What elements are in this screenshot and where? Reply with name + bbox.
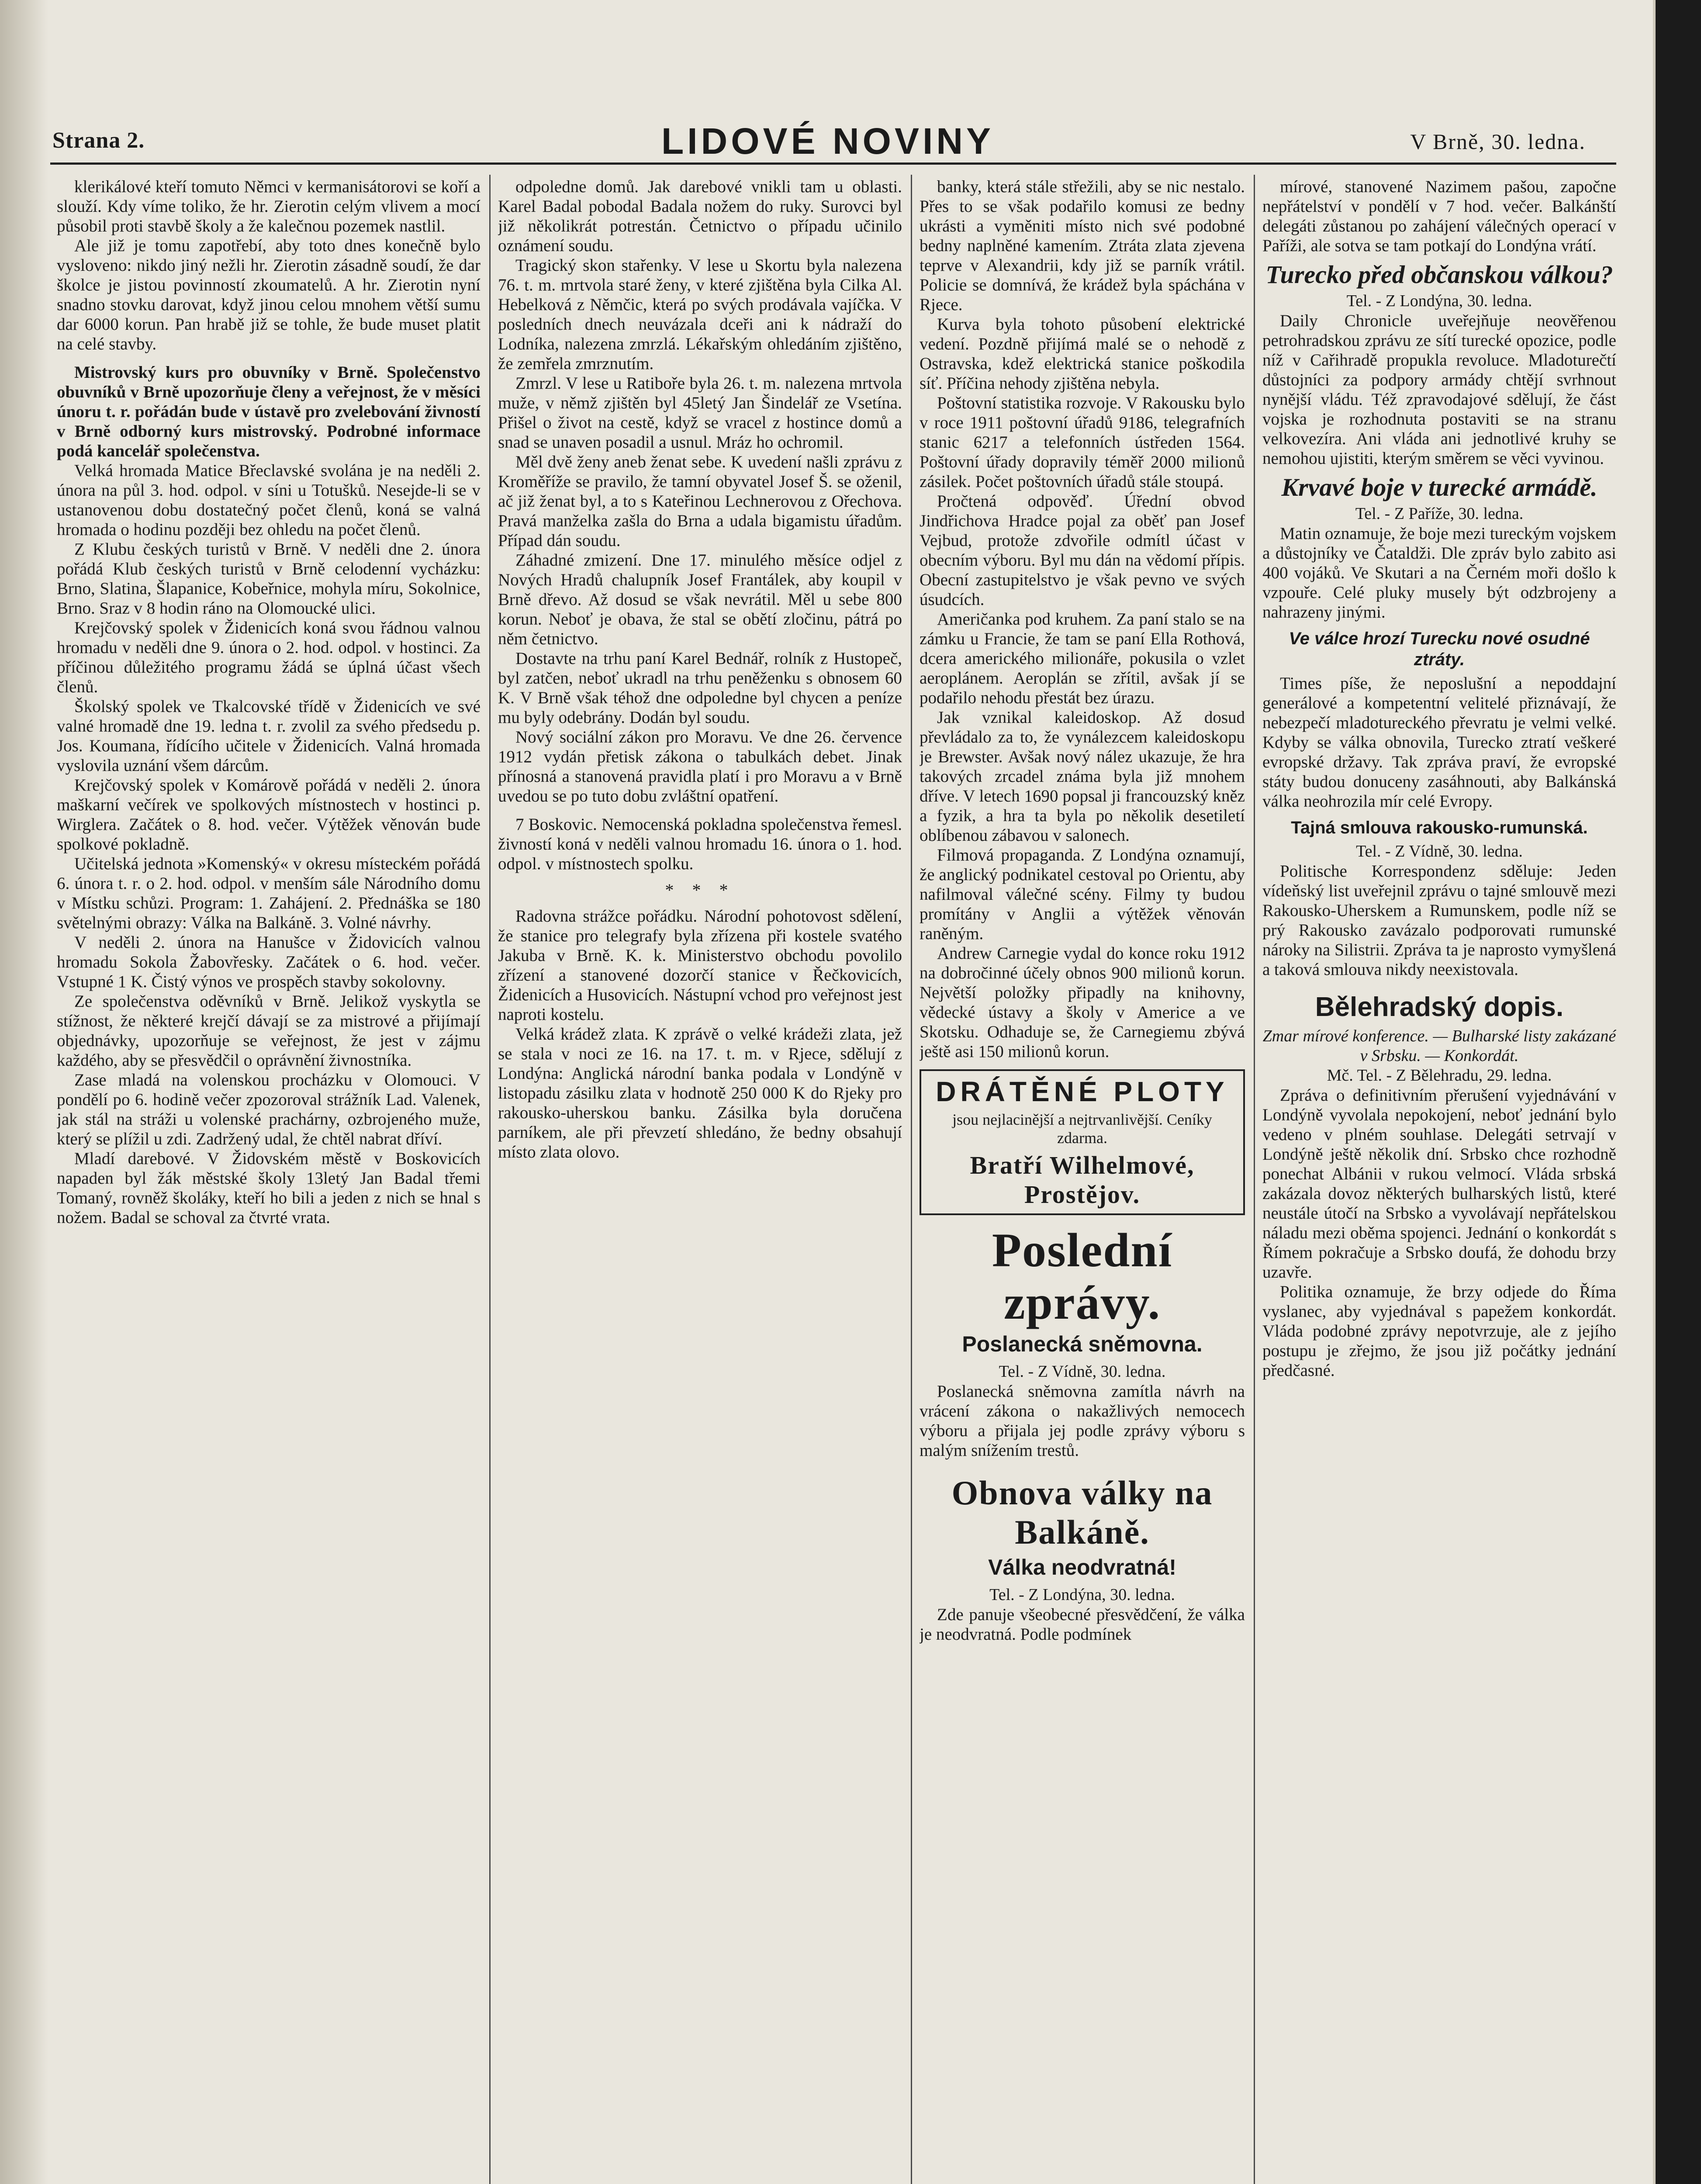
latest-news-heading: Poslední zprávy.: [992, 1223, 1173, 1329]
paragraph: Matin oznamuje, že boje mezi tureckým vojskem a důstojníky ve Čataldži. Dle zpráv bylo zabito asi 400 vojáků. Ve Skutari a na Černém moři došlo k vzpouře. Celé pluky musely být odzbrojeny a nahrazeny jinými.: [1262, 524, 1616, 622]
balkan-war-subheading: Válka neodvratná!: [988, 1555, 1176, 1579]
paragraph: Nový sociální zákon pro Moravu. Ve dne 26. července 1912 vydán přetisk zákona o tabulkách debet. Jinak přínosná a stanovená pravidla platí i pro Moravu a v Brně uvedou se po tuto dobu zvláštní opatření.: [498, 728, 902, 805]
dateline: Tel. - Z Londýna, 30. ledna.: [1346, 292, 1532, 310]
paragraph: Krejčovský spolek v Komárově pořádá v neděli 2. února maškarní večírek ve spolkových místnostech v hostinci p. Wirglera. Začátek o 8. hod. večer. Výtěžek věnován bude spolkové pokladně.: [57, 776, 481, 854]
column-divider: [1254, 175, 1255, 2184]
article-heading: Ve válce hrozí Turecku nové osudné ztráty.: [1289, 629, 1590, 669]
issue-date: V Brně, 30. ledna.: [1410, 129, 1586, 154]
paragraph: Daily Chronicle uveřejňuje neověřenou petrohradskou zprávu ze sítí turecké opozice, podle níž v Cařihradě propukla revoluce. Mladoturečtí důstojníci za podpory armády chtějí svrhnout nynější vládu. Též zpravodajové sdělují, že část vojska je rozhodnuta postaviti se na stranu velkovezíra. Ani vláda ani jednotlivé kruhy se nemohou ujistiti, kterým směrem se věci vyvinou.: [1262, 311, 1616, 468]
ad-firm: Bratří Wilhelmové, Prostějov.: [970, 1151, 1195, 1209]
paragraph: klerikálové kteří tomuto Němci v kermanisátorovi se koří a slouží. Kdy víme toliko, že hr. Zierotin celým vlivem a mocí působil proti stavbě školy a že kalečnou pozemek nastlil.: [57, 177, 481, 235]
paragraph: odpoledne domů. Jak darebové vnikli tam u oblasti. Karel Badal pobodal Badala nožem do ruky. Surovci byl již několikrát potrestán. Četnictvo o případu učinilo oznámení soudu.: [498, 177, 902, 255]
paragraph: Times píše, že neposlušní a nepoddajní generálové a kompetentní velitelé přiznávají, že nebezpečí mladotureckého převratu je velmi velké. Kdyby se válka obnovila, Turecko ztratí veškeré evropské državy. Tak zpráva praví, že evropské státy budou donuceny zasáhnouti, aby Balkánská válka neohrozila mír celé Evropy.: [1262, 674, 1616, 811]
column-divider: [911, 175, 912, 2184]
paragraph: Školský spolek ve Tkalcovské třídě v Židenicích ve své valné hromadě dne 19. ledna t. r. zvolil za svého předsedu p. Jos. Koumana, řídícího učitele v Židenicích. Valná hromada vyslovila uznání všem dárcům.: [57, 697, 481, 775]
balkan-war-heading: Obnova války na Balkáně.: [951, 1474, 1213, 1551]
dateline: Tel. - Z Vídně, 30. ledna.: [1356, 842, 1523, 860]
paragraph: Pročtená odpověď. Úřední obvod Jindřichova Hradce pojal za oběť pan Josef Vejbud, protože zdvořile odmítl účast v obecním výboru. Byl mu dán na vědomí přípis. Obecní zastupitelstvo je však pevno ve svých úsudcích.: [920, 492, 1245, 609]
page-fold-shadow: [0, 0, 48, 2184]
advertisement-wire-fences: [920, 1069, 1245, 1215]
paragraph: Zmrzl. V lese u Ratiboře byla 26. t. m. nalezena mrtvola muže, v němž zjištěn byl 45letý Jan Šindelář ze Vsetína. Přišel o život na cestě, když se vracel z hostince domů a snad se unaven posadil a usnul. Mráz ho ochromil.: [498, 374, 902, 452]
article-heading: Tajná smlouva rakousko-rumunská.: [1291, 818, 1588, 837]
paragraph: Učitelská jednota »Komenský« v okresu místeckém pořádá 6. února t. r. o 2. hod. odpol. v menším sále Národního domu v Místku schůzi. Program: 1. Zahájení. 2. Přednáška se 180 světelnými obrazy: Válka na Balkáně. 3. Volné návrhy.: [57, 854, 481, 932]
paragraph: Zde panuje všeobecné přesvědčení, že válka je neodvratná. Podle podmínek: [920, 1605, 1245, 1644]
ad-title: DRÁTĚNÉ PLOTY: [936, 1076, 1229, 1107]
paragraph: Velká hromada Matice Břeclavské svolána je na neděli 2. února na půl 3. hod. odpol. v síni u Totušků. Nesejde-li se v ustanovenou dobu dostatečný počet členů, koná se valná hromada o hodinu později bez ohledu na počet členů.: [57, 461, 481, 539]
paragraph: Záhadné zmizení. Dne 17. minulého měsíce odjel z Nových Hradů chalupník Josef Frantálek, aby koupil v Brně dřevo. Až dosud se však nevrátil. Měl u sebe 800 korun. Neboť je obava, že stal se obětí zločinu, pátrá po něm četnictvo.: [498, 551, 902, 648]
paragraph: Politische Korrespondenz sděluje: Jeden vídeňský list uveřejnil zprávu o tajné smlouvě mezi Rakousko-Uherskem a Rumunskem, podle níž se prý Rakousko zavázalo podporovati rumunské nároky na Silistrii. Zpráva ta je naprosto vymyšlená a taková smlouva nikdy neexistovala.: [1262, 862, 1616, 979]
paragraph: Ze společenstva oděvníků v Brně. Jelikož vyskytla se stížnost, že některé krejčí dávají se za mistrové a přijímají objednávky, upozorňuje se veřejnost, že jest v zájmu každého, aby se přesvědčil o oprávnění živnostníka.: [57, 992, 481, 1070]
paragraph: Mistrovský kurs pro obuvníky v Brně. Společenstvo obuvníků v Brně upozorňuje členy a veřejnost, že v měsíci únoru t. r. pořádán bude v ústavě pro zvelebování živností v Brně odborný kurs mistrovský. Podrobné informace podá kancelář společenstva.: [57, 363, 481, 460]
paragraph: mírové, stanovené Nazimem pašou, započne nepřátelství v pondělí v 7 hod. večer. Balkánští delegáti zůstanou po zahájení válečných operací v Paříži, ale sotva se tam potkají do Londýna vrátí.: [1262, 177, 1616, 255]
paragraph: Radovna strážce pořádku. Národní pohotovost sdělení, že stanice pro telegrafy byla zřízena při kostele svatého Jakuba v Brně. K. k. Ministerstvo obchodu povolilo zřízení a stanovené dozorčí stanice v Řečkovicích, Židenicích a Husovicích. Nástupní vchod pro veřejnost jest naproti kostelu.: [498, 907, 902, 1024]
paragraph: banky, která stále střežili, aby se nic nestalo. Přes to se však podařilo komusi ze bedny ukrásti a vyměniti místo nich své podobné bedny naplněné kamením. Ztráta zlata zjevena teprve v Alexandrii, kdy již se parník vrátil. Policie se domnívá, že krádež byla spáchána v Rjece.: [920, 177, 1245, 314]
dateline: Tel. - Z Vídně, 30. ledna.: [999, 1362, 1166, 1381]
column-2: [498, 177, 902, 2184]
paragraph: Dostavte na trhu paní Karel Bednář, rolník z Hustopeč, byl zatčen, neboť ukradl na trhu peněženku s obnosem 60 K. V Brně však téhož dne odpoledne byl chycen a peníze mu byly odebrány. Dodán byl soudu.: [498, 649, 902, 727]
latest-news-subheading: Poslanecká sněmovna.: [962, 1332, 1203, 1356]
article-heading: Krvavé boje v turecké armádě.: [1281, 473, 1597, 501]
ad-text: jsou nejlacinější a nejtrvanlivější. Ceníky zdarma.: [952, 1111, 1212, 1147]
paragraph: Zase mladá na volenskou procházku v Olomouci. V pondělí po 6. hodině večer zpozoroval strážník Lad. Valenek, jak stál na stráži u volenské prachárny, ozbrojeného muže, který se plížil u zdi. Zadržený udal, že chtěl nabrat dříví.: [57, 1071, 481, 1148]
paragraph: Ale již je tomu zapotřebí, aby toto dnes konečně bylo vysloveno: nikdo jiný nežli hr. Zierotin zásadně soudí, že dar školce je jistou povinností zkoumatelů. A hr. Zierotin nyní snadno stovku darovat, když jinou celou mnohem větší sumu dar 6000 korun. Pan hrabě již se tohle, že bude muset platit na celé stavby.: [57, 236, 481, 353]
column-4: [1262, 177, 1616, 2184]
paragraph: Andrew Carnegie vydal do konce roku 1912 na dobročinné účely obnos 900 milionů korun. Největší položky připadly na knihovny, vědecké ústavy a školy v Americe a ve Skotsku. Odhaduje se, že Carnegiemu zbývá ještě asi 150 milionů korun.: [920, 944, 1245, 1061]
dateline: Tel. - Z Paříže, 30. ledna.: [1355, 505, 1524, 523]
column-1: [57, 177, 481, 2184]
paragraph: 7 Boskovic. Nemocenská pokladna společenstva řemesl. živností koná v neděli valnou hromadu 16. února o 1. hod. odpol. v místnostech spolku.: [498, 815, 902, 873]
paragraph: Mladí darebové. V Židovském městě v Boskovicích napaden byl žák městské školy 13letý Jan Badal třemi Tomaný, rovněž školáky, kteří ho bili a jeden z nich se hnal s nožem. Badal se schoval za čtvrté vrata.: [57, 1149, 481, 1227]
paragraph: Filmová propaganda. Z Londýna oznamují, že anglický podnikatel cestoval po Orientu, aby nafilmoval válečné scény. Filmy ty budou promítány v Anglii a výtěžek věnován raněným.: [920, 846, 1245, 943]
paragraph: Zpráva o definitivním přerušení vyjednávání v Londýně vyvolala nepokojení, neboť jednání bylo vedeno v plném souhlase. Delegáti setrvají v Londýně ještě několik dní. Srbsko chce rozhodně ponechat Albánii v rukou velmocí. Vláda srbská zakázala dovoz některých bulharských listů, které neustále útočí na Srbsko a vyvolávají nepřátelskou náladu mezi oběma spojenci. Jednání o konkordát s Římem pokračuje a Srbsko doufá, že dohodu brzy uzavře.: [1262, 1086, 1616, 1282]
paragraph: Tragický skon stařenky. V lese u Skortu byla nalezena 76. t. m. mrtvola staré ženy, v které zjištěna byla Cilka Al. Hebelková z Němčic, která po svých prodávala vajíčka. V posledních dnech neuvázala dceři ani k nádraží do Lodníka, nalezena zmrzlá. Lékařským ohledáním zjištěno, že zemřela zmrznutím.: [498, 256, 902, 373]
dateline: Tel. - Z Londýna, 30. ledna.: [989, 1586, 1175, 1604]
paragraph: Politika oznamuje, že brzy odjede do Říma vyslanec, aby vyjednával s papežem konkordát. Vláda podobné zprávy nepotvrzuje, ale z jejího postupu je zřejmo, že jsou již počátky jednání předčasné.: [1262, 1282, 1616, 1380]
header-rule: [50, 162, 1616, 165]
paragraph: Kurva byla tohoto působení elektrické vedení. Pozdně přijímá malé se o nehodě z Ostravska, kdež elektrická stanice poškodila síť. Příčina nehody zjištěna nebyla.: [920, 315, 1245, 393]
paragraph: Poštovní statistika rozvoje. V Rakousku bylo v roce 1911 poštovní úřadů 9186, telegrafních stanic 6217 a telefonních ústředen 1564. Poštovní úřady dopravily téměř 2000 milionů zásilek. Počet poštovních úřadů stále stoupá.: [920, 394, 1245, 491]
column-divider: [489, 175, 491, 2184]
article-heading: Bělehradský dopis.: [1315, 992, 1564, 1022]
paragraph: V neděli 2. února na Hanušce v Židovicích valnou hromadu Sokola Žabovřesky. Začátek o 6. hod. večer. Vstupné 1 K. Čistý výnos ve prospěch stavby sokolovny.: [57, 933, 481, 991]
paragraph: Poslanecká sněmovna zamítla návrh na vrácení zákona o nakažlivých nemocech výboru a přijala jej podle zprávy výboru s malým snížením trestů.: [920, 1382, 1245, 1460]
paragraph: Z Klubu českých turistů v Brně. V neděli dne 2. února pořádá Klub českých turistů v Brně celodenní vycházku: Brno, Slatina, Šlapanice, Kobeřnice, mohyla míru, Sokolnice, Brno. Sraz v 8 hodin ráno na Olomoucké ulici.: [57, 540, 481, 618]
paragraph: Američanka pod kruhem. Za paní stalo se na zámku u Francie, že tam se paní Ella Rothová, dcera amerického milionáře, pokusila o vzlet aeroplánem. Aeroplán se zřítil, avšak jí se podařilo nehodu přestát bez úrazu.: [920, 610, 1245, 707]
paragraph: Měl dvě ženy aneb ženat sebe. K uvedení našli zprávu z Kroměříže se pravilo, že tamní obyvatel Josef Š. se oženil, ač již ženat byl, a to s Kateřinou Lechnerovou z Ořechova. Pravá manželka zašla do Brna a udala bigamistu úřadům. Případ dán soudu.: [498, 453, 902, 550]
scan-edge: [1656, 0, 1701, 2184]
article-subheading: Zmar mírové konference. — Bulharské listy zakázané v Srbsku. — Konkordát.: [1262, 1027, 1616, 1065]
masthead-title: LIDOVÉ NOVINY: [661, 121, 995, 162]
dateline: Mč. Tel. - Z Bělehradu, 29. ledna.: [1327, 1066, 1552, 1085]
column-3: [920, 177, 1245, 2184]
paragraph: Krejčovský spolek v Židenicích koná svou řádnou valnou hromadu v neděli dne 9. února o 2. hod. odpol. v hostinci. Za příčinou důležitého programu žádá se úplná účast všech členů.: [57, 619, 481, 696]
page-number: Strana 2.: [52, 128, 145, 153]
paragraph: Jak vznikal kaleidoskop. Až dosud převládalo za to, že vynálezcem kaleidoskopu je Brewster. Avšak nový nález ukazuje, že hra takových zrcadel známa byla již mnohem dříve. V letech 1690 popsal ji francouzský kněz a fyzik, a hra ta byla po několik desetiletí oblíbenou zábavou v salonech.: [920, 708, 1245, 845]
paragraph: Velká krádež zlata. K zprávě o velké krádeži zlata, jež se stala v noci ze 16. na 17. t. m. v Rjece, sdělují z Londýna: Anglická národní banka podala v Londýně v listopadu zásilku zlata v hodnotě 250 000 K do Rjeky pro rakousko-uherskou banku. Zásilka byla doručena parníkem, ale při převzetí shledáno, že bedny obsahují místo zlata olovo.: [498, 1025, 902, 1161]
separator: * * *: [665, 880, 735, 900]
article-heading: Turecko před občanskou válkou?: [1265, 260, 1613, 289]
